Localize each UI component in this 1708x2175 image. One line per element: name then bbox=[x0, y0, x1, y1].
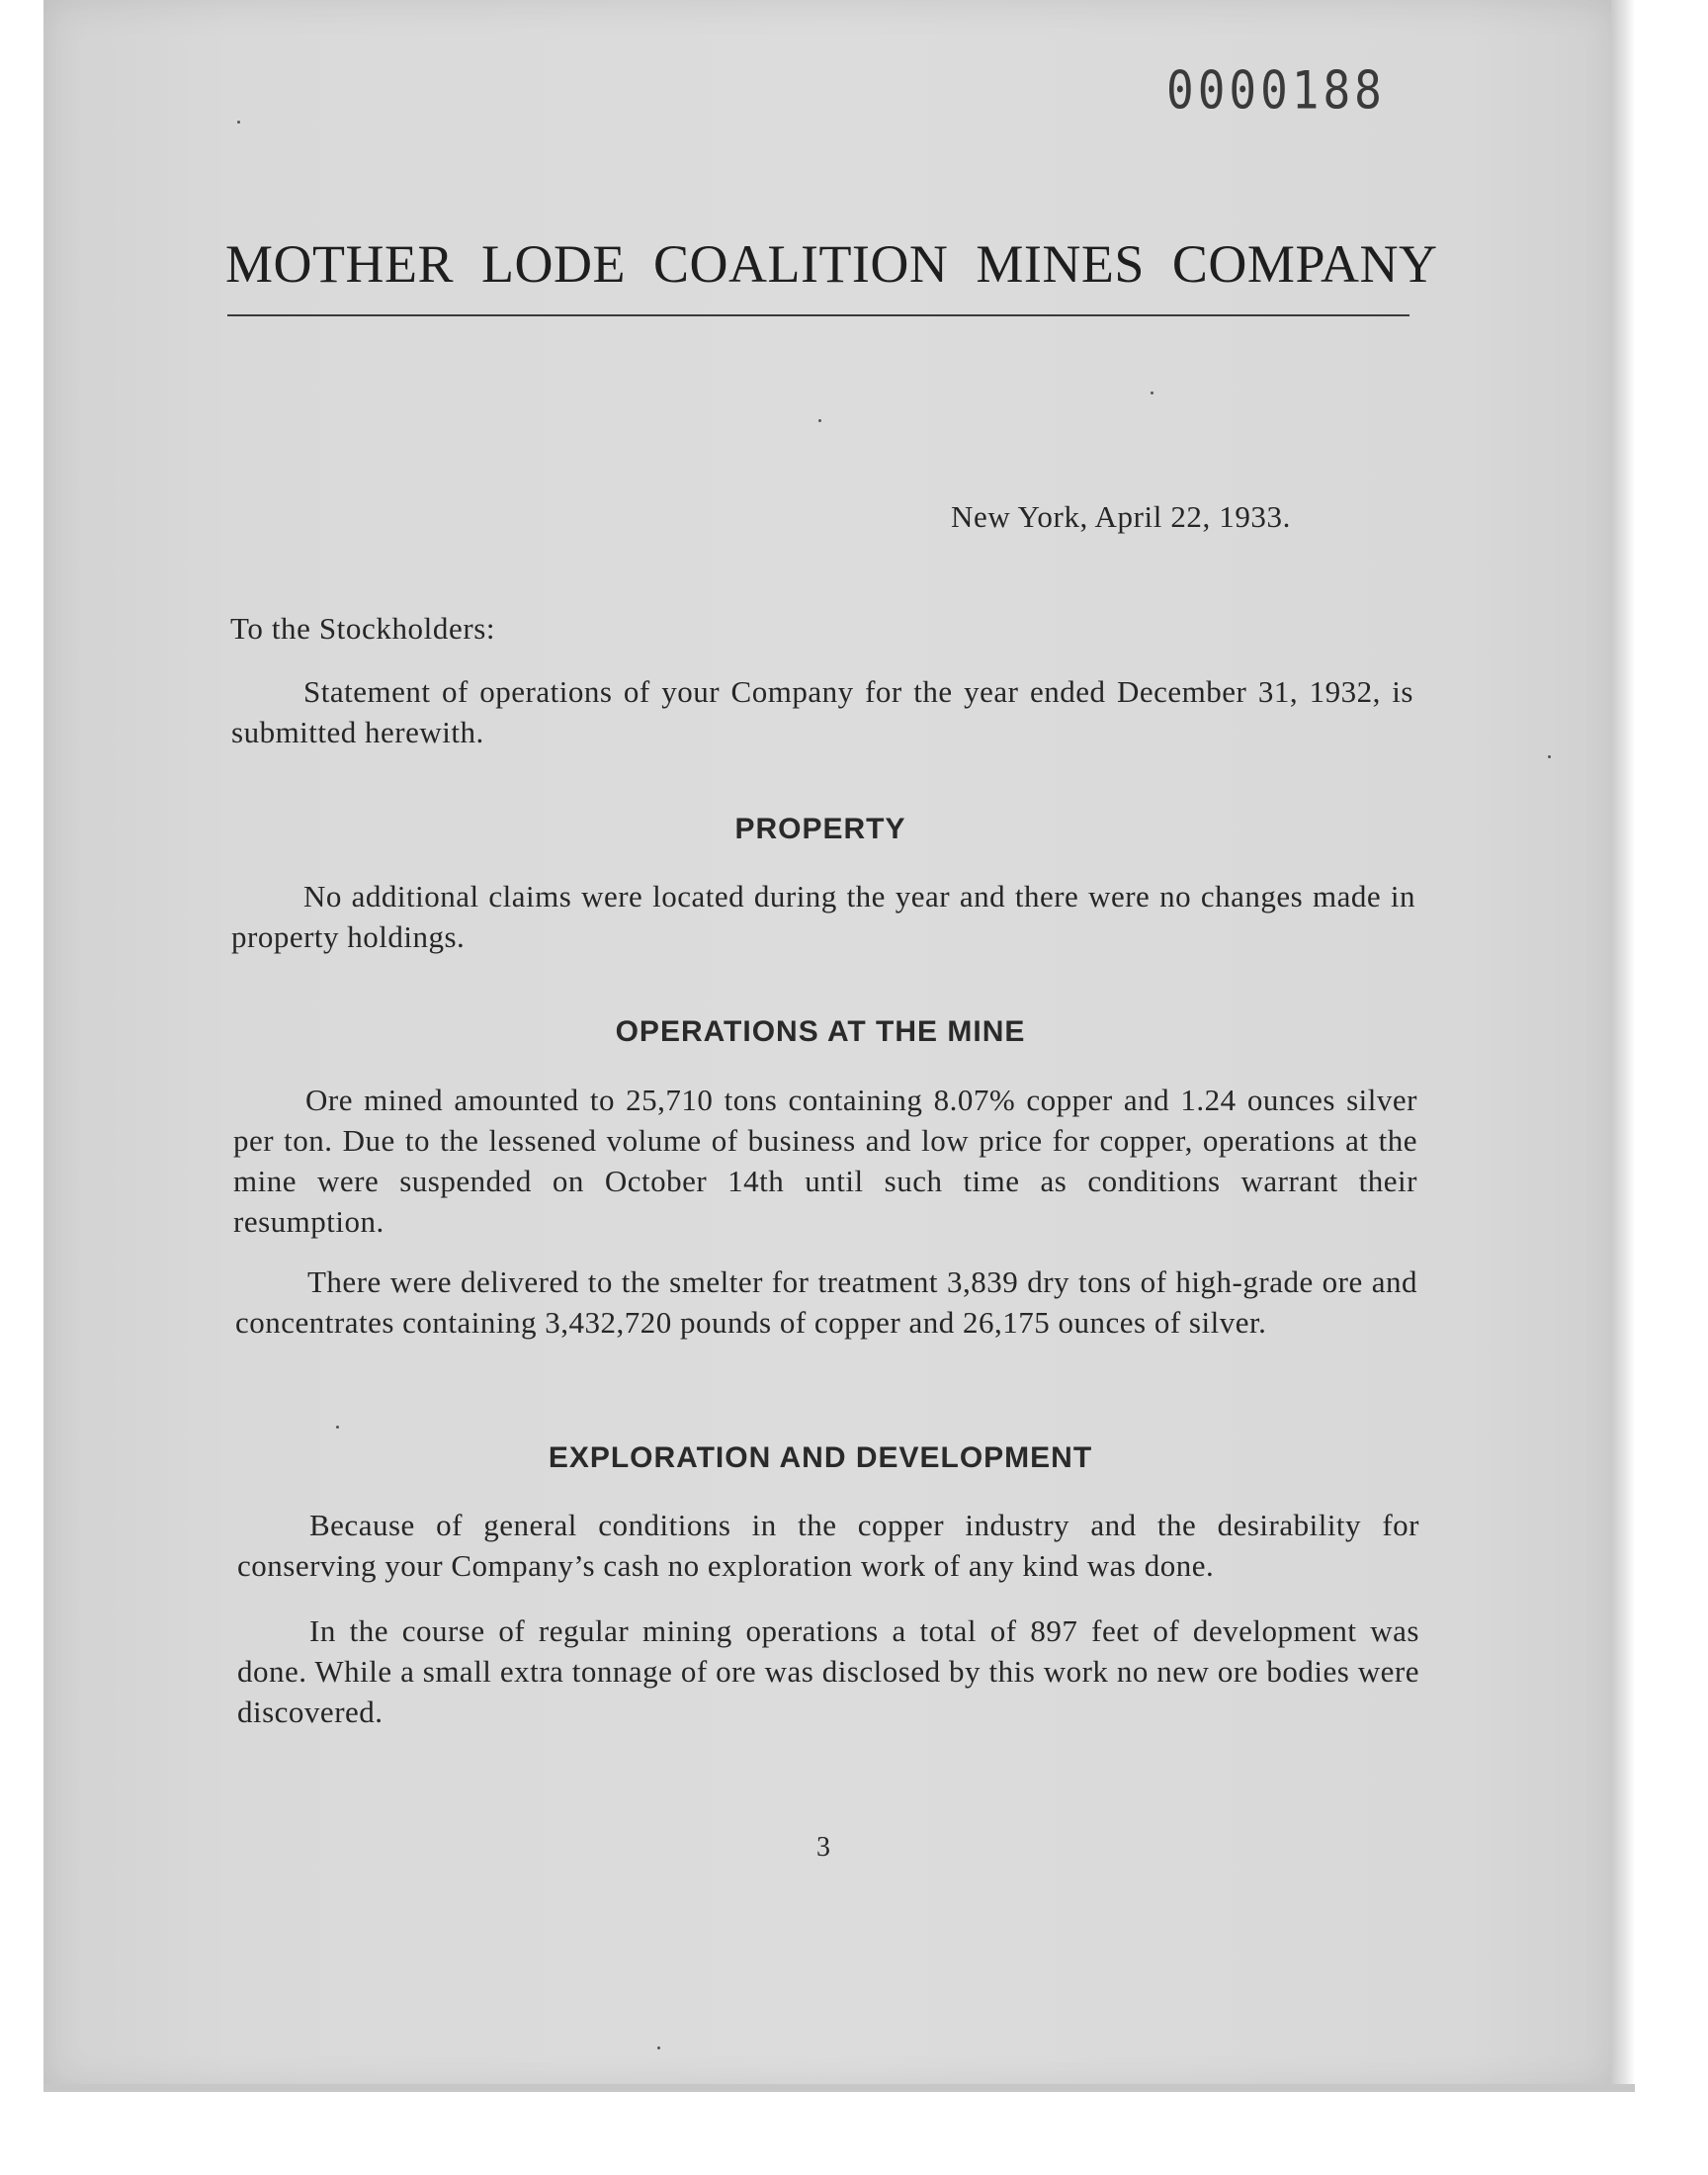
company-title: MOTHER LODE COALITION MINES COMPANY bbox=[225, 234, 1438, 294]
salutation: To the Stockholders: bbox=[230, 611, 496, 646]
dateline: New York, April 22, 1933. bbox=[951, 499, 1291, 534]
section-heading-exploration: EXPLORATION AND DEVELOPMENT bbox=[548, 1441, 1093, 1474]
scan-speck bbox=[1151, 392, 1153, 394]
exploration-paragraph-2: In the course of regular mining operations a total of 897 feet of development was done. While a small extra tonnage of ore was disclosed by this work no new ore bodies were discovered. bbox=[237, 1613, 1419, 1729]
section-heading-operations: OPERATIONS AT THE MINE bbox=[615, 1015, 1026, 1048]
scan-speck bbox=[1548, 755, 1551, 758]
section-heading-property: PROPERTY bbox=[734, 813, 906, 845]
page-bottom-edge bbox=[43, 2084, 1635, 2092]
scan-speck bbox=[657, 2046, 660, 2049]
operations-paragraph-2: There were delivered to the smelter for treatment 3,839 dry tons of high-grade ore and concentrates containing 3,432,720 pounds of copper and 26,175 ounces of silver. bbox=[235, 1264, 1417, 1340]
scan-speck bbox=[237, 121, 240, 124]
exploration-paragraph-1: Because of general conditions in the copper industry and the desirability for conserving your Company’s cash no exploration work of any kind was done. bbox=[237, 1508, 1419, 1583]
title-divider bbox=[227, 314, 1409, 316]
document-stamp-number: 0000188 bbox=[1166, 58, 1386, 122]
intro-paragraph: Statement of operations of your Company for the year ended December 31, 1932, is submitted herewith. bbox=[231, 674, 1413, 749]
property-paragraph: No additional claims were located during the year and there were no changes made in property holdings. bbox=[231, 879, 1415, 954]
scan-speck bbox=[336, 1426, 339, 1429]
operations-paragraph-1: Ore mined amounted to 25,710 tons containing 8.07% copper and 1.24 ounces silver per ton. Due to the lessened volume of business and low price for copper, operations at the mine were suspended on October 14th until such time as conditions warrant their resumption. bbox=[233, 1083, 1417, 1239]
scan-speck bbox=[818, 419, 821, 422]
page-number: 3 bbox=[816, 1832, 830, 1863]
page-edge bbox=[1611, 0, 1635, 2091]
